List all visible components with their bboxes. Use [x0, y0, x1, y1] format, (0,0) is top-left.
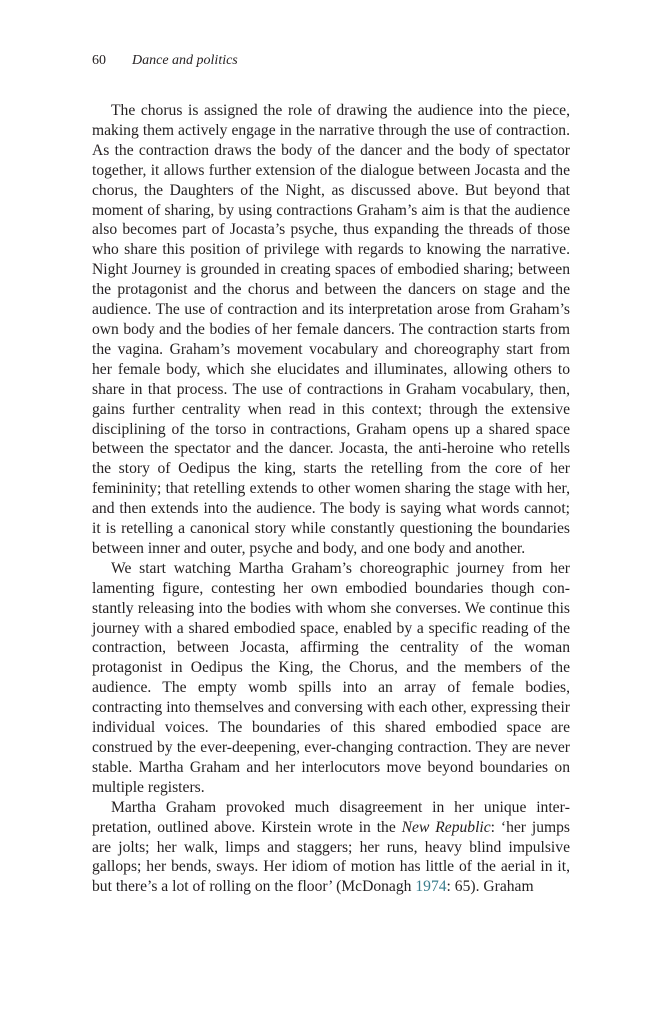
- body-text: [92, 101, 570, 897]
- publication-title: New Republic: [401, 818, 491, 836]
- paragraph-3-text-a: Martha Graham provoked much disagreement in her unique interpretation, outlined above. Kirstein wrote in the: [92, 798, 570, 836]
- running-title: Dance and politics: [132, 53, 238, 68]
- paragraph-3-text-b: : ‘her jumps are jolts; her walk, limps and staggers; her runs, heavy blind impulsive gallops; her bends, sways. Her idiom of motion has little of the aerial in it, but there’s a lot of rolling on the floor’ (McDonagh: [92, 818, 570, 896]
- paragraph-1: The chorus is assigned the role of drawing the audience into the piece, making them actively engage in the narrative through the use of contraction. As the contraction draws the body of the dancer and the body of spectator together, it allows further extension of the dialogue between Jocasta and the chorus, the Daughters of the Night, as discussed above. But beyond that moment of sharing, by using contractions Graham’s aim is that the audience also becomes part of Jocasta’s psyche, thus expanding the threads of those who share this position of privilege with regards to knowing the narrative. Night Journey is grounded in creating spaces of embodied sharing; between the protagonist and the chorus and between the dancers on stage and the audience. The use of contraction and its interpretation arose from Graham’s own body and the bodies of her female dancers. The contraction starts from the vagina. Graham’s movement vocabulary and choreography start from her female body, which she elucidates and illuminates, allowing others to share in that process. The use of contractions in Graham vocabulary, then, gains further centrality when read in this context; through the extensive disciplining of the torso in contractions, Graham opens up a shared space between the spectator and the dancer. Jocasta, the anti-heroine who retells the story of Oedipus the king, starts the retelling from the core of her femininity; that retelling extends to other women sharing the stage with her, and then extends into the audience. The body is saying what words cannot; it is retelling a canonical story while constantly questioning the boundaries between inner and outer, psyche and body, and one body and another.: [92, 102, 570, 557]
- citation-link[interactable]: 1974: [415, 878, 447, 896]
- paragraph-2: We start watching Martha Graham’s choreographic journey from her lamenting figure, contesting her own embodied boundaries though constantly releasing into the bodies with whom she converses. We continue this journey with a shared embodied space, enabled by a specific reading of the contraction, between Jocasta, affirming the centrality of the woman protagonist in Oedipus the King, the Chorus, and the members of the audience. The empty womb spills into an array of female bodies, contracting into themselves and conversing with each other, expressing their individual voices. The boundaries of this shared embodied space are construed by the ever-deepening, ever-changing contraction. They are never stable. Martha Graham and her interlocutors move beyond boundaries on multiple registers.: [92, 559, 570, 796]
- paragraph-3: [92, 798, 570, 898]
- page-number: 60: [92, 53, 106, 68]
- running-header: [92, 52, 238, 70]
- paragraph-3-text-c: : 65). Graham: [446, 878, 534, 896]
